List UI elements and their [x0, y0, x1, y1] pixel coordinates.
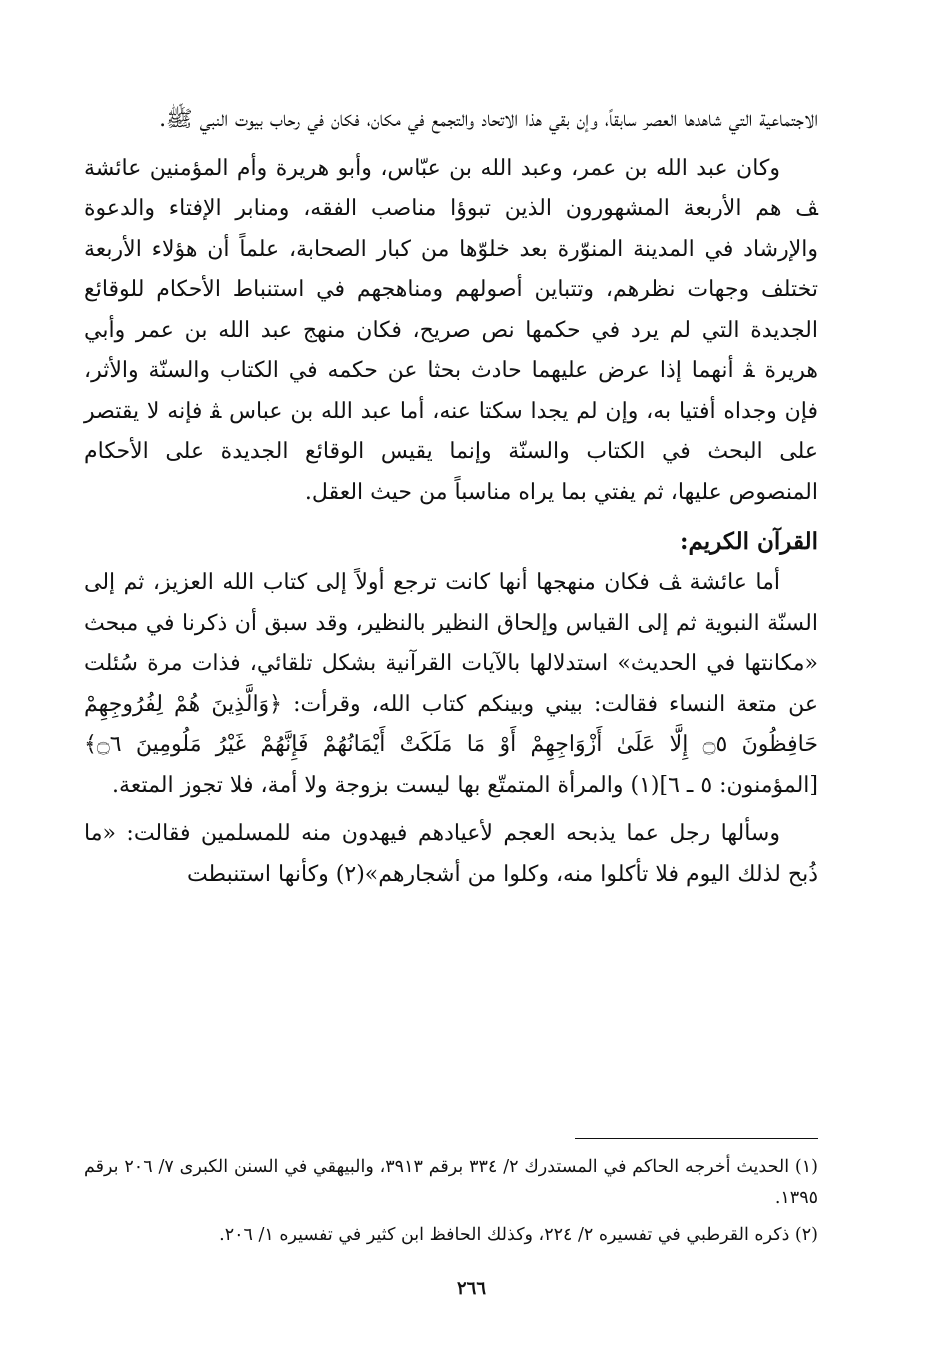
footnotes [84, 1152, 818, 1257]
page-number: ٢٦٦ [456, 1278, 486, 1299]
paragraph-four-jurists: وكان عبد الله بن عمر، وعبد الله بن عبّاس، وأبو هريرة وأم المؤمنين عائشة ﭫ هم الأربعة المشهورون الذين تبوؤا مناصب الفقه، ومنابر الإفتاء والدعوة والإرشاد في المدينة المنوّرة بعد خلوّها من كبار الصحابة، علماً أن هؤلاء الأربعة تختلف وجهات نظرهم، وتتباين أصولهم ومناهجهم في استنباط الأحكام للوقائع الجديدة التي لم يرد في حكمها نص صريح، فكان منهج عبد الله بن عمر وأبي هريرة ﭭ أنهما إذا عرض عليهما حادث بحثا عن حكمه في الكتاب والسنّة والأثر، فإن وجداه أفتيا به، وإن لم يجدا سكتا عنه، أما عبد الله بن عباس ﭭ فإنه لا يقتصر على البحث في الكتاب والسنّة وإنما يقيس الوقائع الجديدة على الأحكام المنصوص عليها، ثم يفتي بما يراه مناسباً من حيث العقل. [84, 155, 818, 505]
footnote-1: (١) الحديث أخرجه الحاكم في المستدرك ٢/ ٣٣٤ برقم ٣٩١٣، والبيهقي في السنن الكبرى ٧/ ٢٠٦ برقم ١٣٩٥. [84, 1157, 818, 1208]
footnote-2: (٢) ذكره القرطبي في تفسيره ٢/ ٢٢٤، وكذلك الحافظ ابن كثير في تفسيره ١/ ٢٠٦. [219, 1225, 818, 1245]
paragraph-aisha-method: أما عائشة ﭫ فكان منهجها أنها كانت ترجع أولاً إلى كتاب الله العزيز، ثم إلى السنّة النبوية ثم إلى القياس وإلحاق النظير بالنظير، وقد سبق أن ذكرنا في مبحث «مكانتها في الحديث» استدلالها بالآيات القرآنية بشكل تلقائي، فذات مرة سُئلت عن متعة النساء فقالت: بيني وبينكم كتاب الله، وقرأت: ﴿وَالَّذِينَ هُمْ لِفُرُوجِهِمْ حَافِظُونَ ۝٥ إِلَّا عَلَىٰ أَزْوَاجِهِمْ أَوْ مَا مَلَكَتْ أَيْمَانُهُمْ فَإِنَّهُمْ غَيْرُ مَلُومِينَ ۝٦﴾ [المؤمنون: ٥ ـ ٦](١) والمرأة المتمتّع بها ليست بزوجة ولا أمة، فلا تجوز المتعة. [84, 570, 818, 798]
section-heading-quran: القرآن الكريم: [680, 528, 818, 555]
paragraph-sacrifice-question: وسألها رجل عما يذبحه العجم لأعيادهم فيهدون منه للمسلمين فقالت: «ما ذُبح لذلك اليوم فلا تأكلوا منه، وكلوا من أشجارهم»(٢) وكأنها استنبطت [84, 821, 818, 887]
footnote-divider [575, 1138, 818, 1139]
page-body [84, 100, 818, 903]
paragraph-continuation: الاجتماعية التي شاهدها العصر سابقاً، وإن بقي هذا الاتحاد والتجمع في مكان، فكان في رحاب بيوت النبي ﷺ. [159, 107, 818, 132]
